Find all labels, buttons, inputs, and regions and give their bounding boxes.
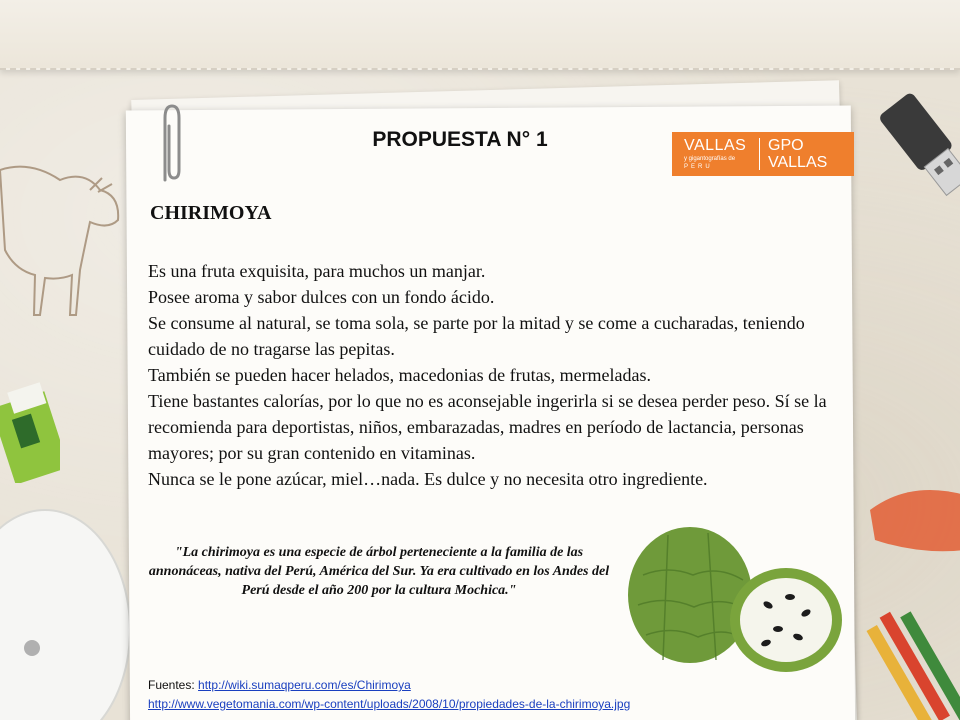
paperclip-icon — [157, 100, 187, 192]
gpo-vallas-logo — [672, 132, 854, 176]
logo-left-sub: y gigantografías de — [684, 156, 736, 162]
source-link-1[interactable]: http://wiki.sumaqperu.com/es/Chirimoya — [198, 678, 411, 692]
quote-block: "La chirimoya es una especie de árbol perteneciente a la familia de las annonáceas, nativa del Perú, América del Sur. Ya era cultivado en los Andes del Perú desde el año 200 por la cultura Mochica." — [148, 545, 610, 598]
crayon-smudge-icon — [860, 470, 960, 560]
source-link-2[interactable]: http://www.vegetomania.com/wp-content/uploads/2008/10/propiedades-de-la-chirimoya.jpg — [148, 697, 631, 711]
paragraph-4: También se pueden hacer helados, macedonias de frutas, mermeladas. — [148, 365, 652, 385]
cow-sketch-icon — [0, 150, 130, 320]
matchbox-icon — [0, 378, 60, 483]
logo-left-name: VALLAS — [684, 137, 747, 154]
sources-block — [148, 676, 848, 714]
logo-left-country: PERU — [684, 164, 713, 170]
slide-title: PROPUESTA N° 1 — [372, 128, 548, 151]
paragraph-2: Posee aroma y sabor dulces con un fondo ácido. — [148, 287, 495, 307]
sources-label: Fuentes: — [148, 678, 195, 692]
paragraph-1: Es una fruta exquisita, para muchos un manjar. — [148, 261, 486, 281]
description-body — [148, 258, 838, 492]
paragraph-6: Nunca se le pone azúcar, miel…nada. Es dulce y no necesita otro ingrediente. — [148, 469, 708, 489]
logo-right-line1: GPO — [768, 137, 804, 154]
chirimoya-fruit-image — [618, 525, 843, 675]
logo-right-line2: VALLAS — [768, 154, 828, 171]
paragraph-3: Se consume al natural, se toma sola, se parte por la mitad y se come a cucharadas, teniendo cuidado de no tragarse las pepitas. — [148, 313, 805, 359]
logo-separator — [759, 138, 760, 170]
fruit-heading: CHIRIMOYA — [150, 202, 272, 224]
background-paper-strip — [0, 0, 960, 70]
colored-pencils-icon — [865, 590, 960, 720]
usb-drive-icon — [880, 85, 960, 215]
paragraph-5: Tiene bastantes calorías, por lo que no es aconsejable ingerirla si se desea perder peso. Sí se la recomienda para deportistas, niños, embarazadas, madres en período de lactancia, personas mayores; por su gran contenido en vitaminas. — [148, 391, 827, 463]
mouse-icon — [0, 500, 140, 720]
